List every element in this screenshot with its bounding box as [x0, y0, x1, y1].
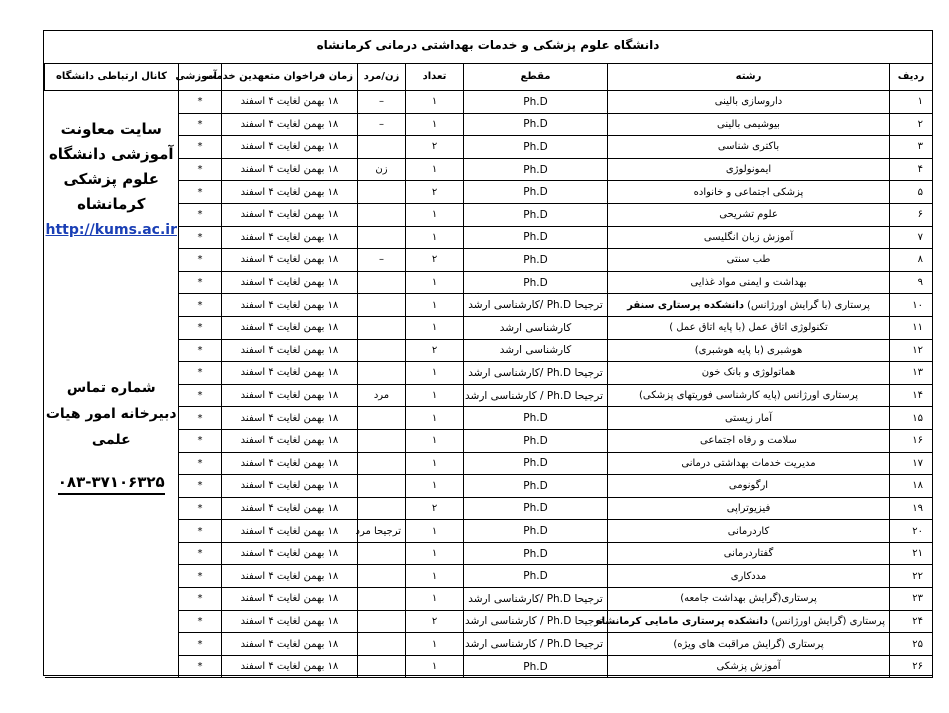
degree-cell: Ph.D: [464, 407, 608, 430]
row-number: ۲۱: [890, 542, 933, 565]
major-cell: [608, 384, 890, 407]
educational-marker: *: [179, 565, 222, 588]
major-cell: [608, 429, 890, 452]
gender-cell: [358, 633, 406, 656]
count-cell: ۱: [406, 158, 464, 181]
major-name: طب سنتی: [726, 254, 771, 266]
count-cell: ۱: [406, 429, 464, 452]
major-cell: [608, 203, 890, 226]
row-number: ۲۵: [890, 633, 933, 656]
degree-cell: کارشناسی ارشد: [464, 339, 608, 362]
gender-cell: [358, 226, 406, 249]
contact-block: [45, 91, 179, 677]
educational-marker: *: [179, 136, 222, 159]
gender-cell: [358, 610, 406, 633]
degree-cell: Ph.D: [464, 181, 608, 204]
major-cell: [608, 113, 890, 136]
major-name: هوشبری (با پایه هوشبری): [694, 344, 803, 356]
major-cell: [608, 316, 890, 339]
major-cell: [608, 520, 890, 543]
row-number: ۱۸: [890, 475, 933, 498]
row-number: ۱۲: [890, 339, 933, 362]
site-caption: [45, 91, 179, 243]
announce-time-cell: ۱۸ بهمن لغایت ۴ اسفند: [222, 316, 358, 339]
announce-time-cell: ۱۸ بهمن لغایت ۴ اسفند: [222, 181, 358, 204]
major-name: پرستاری (گرایش مراقبت های ویژه): [673, 638, 824, 650]
degree-cell: Ph.D: [464, 565, 608, 588]
row-number: ۹: [890, 271, 933, 294]
educational-marker: *: [179, 633, 222, 656]
announce-time-cell: ۱۸ بهمن لغایت ۴ اسفند: [222, 588, 358, 611]
degree-cell: Ph.D: [464, 113, 608, 136]
educational-marker: *: [179, 271, 222, 294]
degree-cell: Ph.D: [464, 475, 608, 498]
announce-time-cell: ۱۸ بهمن لغایت ۴ اسفند: [222, 475, 358, 498]
gender-cell: [358, 655, 406, 678]
major-name: آموزش زبان انگلیسی: [703, 231, 794, 243]
major-name: مدیریت خدمات بهداشتی درمانی: [681, 457, 816, 469]
announce-time-cell: ۱۸ بهمن لغایت ۴ اسفند: [222, 249, 358, 272]
announce-time-cell: ۱۸ بهمن لغایت ۴ اسفند: [222, 113, 358, 136]
degree-cell: Ph.D: [464, 520, 608, 543]
educational-marker: *: [179, 91, 222, 114]
announce-time-cell: ۱۸ بهمن لغایت ۴ اسفند: [222, 226, 358, 249]
major-name: پزشکی اجتماعی و خانواده: [693, 186, 804, 198]
major-name: علوم تشریحی: [719, 209, 778, 221]
major-cell: [595, 610, 890, 633]
educational-marker: *: [179, 113, 222, 136]
site-line: سایت معاونت: [60, 120, 162, 138]
document-sheet: [43, 30, 933, 676]
gender-cell: –: [358, 249, 406, 272]
phone-caption: [45, 375, 179, 453]
major-name: تکنولوژی اتاق عمل (با پایه اتاق عمل ): [669, 322, 828, 334]
degree-cell: Ph.D: [464, 136, 608, 159]
major-cell: [608, 475, 890, 498]
educational-marker: *: [179, 520, 222, 543]
educational-marker: *: [179, 339, 222, 362]
announce-time-cell: ۱۸ بهمن لغایت ۴ اسفند: [222, 610, 358, 633]
row-number: ۷: [890, 226, 933, 249]
educational-marker: *: [179, 203, 222, 226]
gender-cell: –: [358, 91, 406, 114]
degree-cell: Ph.D: [464, 497, 608, 520]
count-cell: ۱: [406, 294, 464, 317]
row-number: ۱: [890, 91, 933, 114]
count-cell: ۱: [406, 362, 464, 385]
major-name: هماتولوژی و بانک خون: [701, 367, 796, 379]
announce-time-cell: ۱۸ بهمن لغایت ۴ اسفند: [222, 655, 358, 678]
gender-cell: [358, 203, 406, 226]
count-cell: ۱: [406, 475, 464, 498]
major-cell: [608, 407, 890, 430]
gender-cell: [358, 136, 406, 159]
announce-time-cell: ۱۸ بهمن لغایت ۴ اسفند: [222, 362, 358, 385]
major-cell: [608, 294, 890, 317]
announce-time-cell: ۱۸ بهمن لغایت ۴ اسفند: [222, 542, 358, 565]
announce-time-cell: ۱۸ بهمن لغایت ۴ اسفند: [222, 203, 358, 226]
major-name: سلامت و رفاه اجتماعی: [700, 435, 797, 447]
count-cell: ۱: [406, 113, 464, 136]
site-line: آموزشی دانشگاه: [48, 145, 174, 163]
gender-cell: [358, 316, 406, 339]
educational-marker: *: [179, 429, 222, 452]
degree-cell: ترجیحا Ph.D / کارشناسی ارشد: [464, 633, 608, 656]
row-number: ۵: [890, 181, 933, 204]
announce-time-cell: ۱۸ بهمن لغایت ۴ اسفند: [222, 271, 358, 294]
major-cell: [608, 565, 890, 588]
major-cell: [608, 588, 890, 611]
header-gender: زن/مرد: [358, 63, 406, 91]
degree-cell: Ph.D: [464, 542, 608, 565]
row-number: ۲۰: [890, 520, 933, 543]
major-cell: [608, 452, 890, 475]
gender-cell: [358, 565, 406, 588]
phone-number: ۰۸۳-۳۷۱۰۶۳۲۵: [58, 473, 165, 495]
educational-marker: *: [179, 181, 222, 204]
count-cell: ۱: [406, 407, 464, 430]
announce-time-cell: ۱۸ بهمن لغایت ۴ اسفند: [222, 520, 358, 543]
gender-cell: [358, 181, 406, 204]
degree-cell: کارشناسی ارشد: [464, 316, 608, 339]
gender-cell: ترجیحا مرد: [358, 520, 406, 543]
count-cell: ۲: [406, 339, 464, 362]
major-cell: [608, 249, 890, 272]
major-name: پرستاری (گرایش اورژانس): [771, 615, 885, 627]
educational-marker: *: [179, 316, 222, 339]
educational-marker: *: [179, 610, 222, 633]
announce-time-cell: ۱۸ بهمن لغایت ۴ اسفند: [222, 497, 358, 520]
count-cell: ۱: [406, 655, 464, 678]
major-name: بهداشت و ایمنی مواد غذایی: [690, 277, 807, 289]
major-cell: [608, 136, 890, 159]
row-number: ۲۳: [890, 588, 933, 611]
degree-cell: Ph.D: [464, 452, 608, 475]
educational-marker: *: [179, 294, 222, 317]
educational-marker: *: [179, 407, 222, 430]
announce-time-cell: ۱۸ بهمن لغایت ۴ اسفند: [222, 452, 358, 475]
gender-cell: [358, 542, 406, 565]
gender-cell: [358, 294, 406, 317]
educational-marker: *: [179, 226, 222, 249]
faculty-name: دانشکده پرستاری مامایی کرمانشاه: [595, 615, 769, 627]
major-name: بیوشیمی بالینی: [717, 118, 780, 130]
educational-marker: *: [179, 249, 222, 272]
count-cell: ۱: [406, 452, 464, 475]
header-educational: آموزشی: [179, 63, 222, 91]
major-name: فیزیوتراپی: [726, 502, 771, 514]
major-cell: [608, 497, 890, 520]
degree-cell: ترجیحا Ph.D / کارشناسی ارشد: [464, 610, 608, 633]
phone-line: شماره تماس: [66, 380, 156, 396]
row-number: ۱۵: [890, 407, 933, 430]
major-name: گفتاردرمانی: [723, 548, 774, 560]
count-cell: ۲: [406, 136, 464, 159]
educational-marker: *: [179, 384, 222, 407]
header-contact-channel: کانال ارتباطی دانشگاه: [45, 63, 179, 91]
row-number: ۱۱: [890, 316, 933, 339]
row-number: ۳: [890, 136, 933, 159]
count-cell: ۱: [406, 542, 464, 565]
educational-marker: *: [179, 542, 222, 565]
degree-cell: Ph.D: [464, 226, 608, 249]
educational-marker: *: [179, 497, 222, 520]
header-degree: مقطع: [464, 63, 608, 91]
row-number: ۲: [890, 113, 933, 136]
site-line: کرمانشاه: [77, 195, 146, 213]
educational-marker: *: [179, 452, 222, 475]
count-cell: ۱: [406, 226, 464, 249]
educational-marker: *: [179, 475, 222, 498]
page-title: دانشگاه علوم پزشکی و خدمات بهداشتی درمانی کرمانشاه: [44, 31, 932, 64]
major-name: کاردرمانی: [727, 525, 770, 537]
degree-cell: Ph.D: [464, 158, 608, 181]
major-name: ایمونولوژی: [725, 164, 772, 176]
count-cell: ۱: [406, 588, 464, 611]
degree-cell: ترجیحا Ph.D /کارشناسی ارشد: [464, 362, 608, 385]
major-cell: [608, 633, 890, 656]
gender-cell: [358, 339, 406, 362]
degree-cell: ترجیحا Ph.D / کارشناسی ارشد: [464, 384, 608, 407]
header-announce-time: زمان فراخوان متعهدین خدمت: [222, 63, 358, 91]
degree-cell: Ph.D: [464, 655, 608, 678]
announce-time-cell: ۱۸ بهمن لغایت ۴ اسفند: [222, 339, 358, 362]
gender-cell: –: [358, 113, 406, 136]
announce-time-cell: ۱۸ بهمن لغایت ۴ اسفند: [222, 91, 358, 114]
educational-marker: *: [179, 158, 222, 181]
announce-time-cell: ۱۸ بهمن لغایت ۴ اسفند: [222, 565, 358, 588]
row-number: ۱۶: [890, 429, 933, 452]
major-name: پرستاری (با گرایش اورژانس): [747, 299, 870, 311]
major-cell: [608, 362, 890, 385]
announce-time-cell: ۱۸ بهمن لغایت ۴ اسفند: [222, 633, 358, 656]
announce-time-cell: ۱۸ بهمن لغایت ۴ اسفند: [222, 294, 358, 317]
count-cell: ۱: [406, 316, 464, 339]
header-major: رشته: [608, 63, 890, 91]
major-cell: [608, 226, 890, 249]
count-cell: ۱: [406, 384, 464, 407]
degree-cell: Ph.D: [464, 271, 608, 294]
major-cell: [608, 181, 890, 204]
row-number: ۶: [890, 203, 933, 226]
count-cell: ۲: [406, 497, 464, 520]
count-cell: ۱: [406, 91, 464, 114]
degree-cell: ترجیحا Ph.D /کارشناسی ارشد: [464, 588, 608, 611]
row-number: ۱۳: [890, 362, 933, 385]
gender-cell: [358, 429, 406, 452]
gender-cell: [358, 588, 406, 611]
announce-time-cell: ۱۸ بهمن لغایت ۴ اسفند: [222, 384, 358, 407]
phone-line: دبیرخانه امور هیات: [45, 406, 177, 422]
degree-cell: Ph.D: [464, 249, 608, 272]
announce-time-cell: ۱۸ بهمن لغایت ۴ اسفند: [222, 429, 358, 452]
gender-cell: [358, 362, 406, 385]
gender-cell: [358, 271, 406, 294]
educational-marker: *: [179, 362, 222, 385]
count-cell: ۱: [406, 633, 464, 656]
row-number: ۴: [890, 158, 933, 181]
educational-marker: *: [179, 655, 222, 678]
faculty-name: دانشکده پرستاری سنقر: [627, 299, 744, 311]
major-name: داروسازی بالینی: [714, 96, 783, 108]
row-number: ۱۹: [890, 497, 933, 520]
major-name: پرستاری(گرایش بهداشت جامعه): [680, 593, 817, 605]
faculty-table: [44, 63, 933, 678]
university-site-link[interactable]: http://kums.ac.ir: [45, 222, 177, 238]
count-cell: ۱: [406, 203, 464, 226]
header-count: تعداد: [406, 63, 464, 91]
site-line: علوم پزشکی: [63, 170, 160, 188]
count-cell: ۲: [406, 249, 464, 272]
major-name: آمار زیستی: [724, 412, 773, 424]
gender-cell: مرد: [358, 384, 406, 407]
announce-time-cell: ۱۸ بهمن لغایت ۴ اسفند: [222, 158, 358, 181]
major-cell: [608, 542, 890, 565]
gender-cell: زن: [358, 158, 406, 181]
row-number: ۲۲: [890, 565, 933, 588]
row-number: ۱۴: [890, 384, 933, 407]
count-cell: ۲: [406, 181, 464, 204]
row-number: ۱۷: [890, 452, 933, 475]
count-cell: ۱: [406, 271, 464, 294]
major-cell: [608, 271, 890, 294]
major-cell: [608, 339, 890, 362]
degree-cell: Ph.D: [464, 91, 608, 114]
row-number: ۲۶: [890, 655, 933, 678]
table-row: [45, 91, 933, 114]
educational-marker: *: [179, 588, 222, 611]
gender-cell: [358, 452, 406, 475]
major-name: پرستاری اورژانس (پایه کارشناسی فوریتهای پزشکی): [638, 390, 859, 402]
contact-channel-cell: [45, 91, 179, 678]
major-name: مددکاری: [730, 570, 767, 582]
degree-cell: Ph.D: [464, 203, 608, 226]
phone-line: علمی: [91, 432, 131, 448]
count-cell: ۱: [406, 565, 464, 588]
gender-cell: [358, 407, 406, 430]
major-name: باکتری شناسی: [717, 141, 780, 153]
header-row-number: ردیف: [890, 63, 933, 91]
major-cell: [608, 158, 890, 181]
major-cell: [608, 91, 890, 114]
row-number: ۱۰: [890, 294, 933, 317]
table-header-row: [45, 63, 933, 91]
degree-cell: Ph.D: [464, 429, 608, 452]
row-number: ۲۴: [890, 610, 933, 633]
gender-cell: [358, 497, 406, 520]
count-cell: ۲: [406, 610, 464, 633]
gender-cell: [358, 475, 406, 498]
row-number: ۸: [890, 249, 933, 272]
announce-time-cell: ۱۸ بهمن لغایت ۴ اسفند: [222, 136, 358, 159]
count-cell: ۱: [406, 520, 464, 543]
degree-cell: ترجیحا Ph.D /کارشناسی ارشد: [464, 294, 608, 317]
major-name: آموزش پزشکی: [716, 661, 781, 673]
announce-time-cell: ۱۸ بهمن لغایت ۴ اسفند: [222, 407, 358, 430]
major-cell: [608, 655, 890, 678]
major-name: ارگونومی: [728, 480, 769, 492]
